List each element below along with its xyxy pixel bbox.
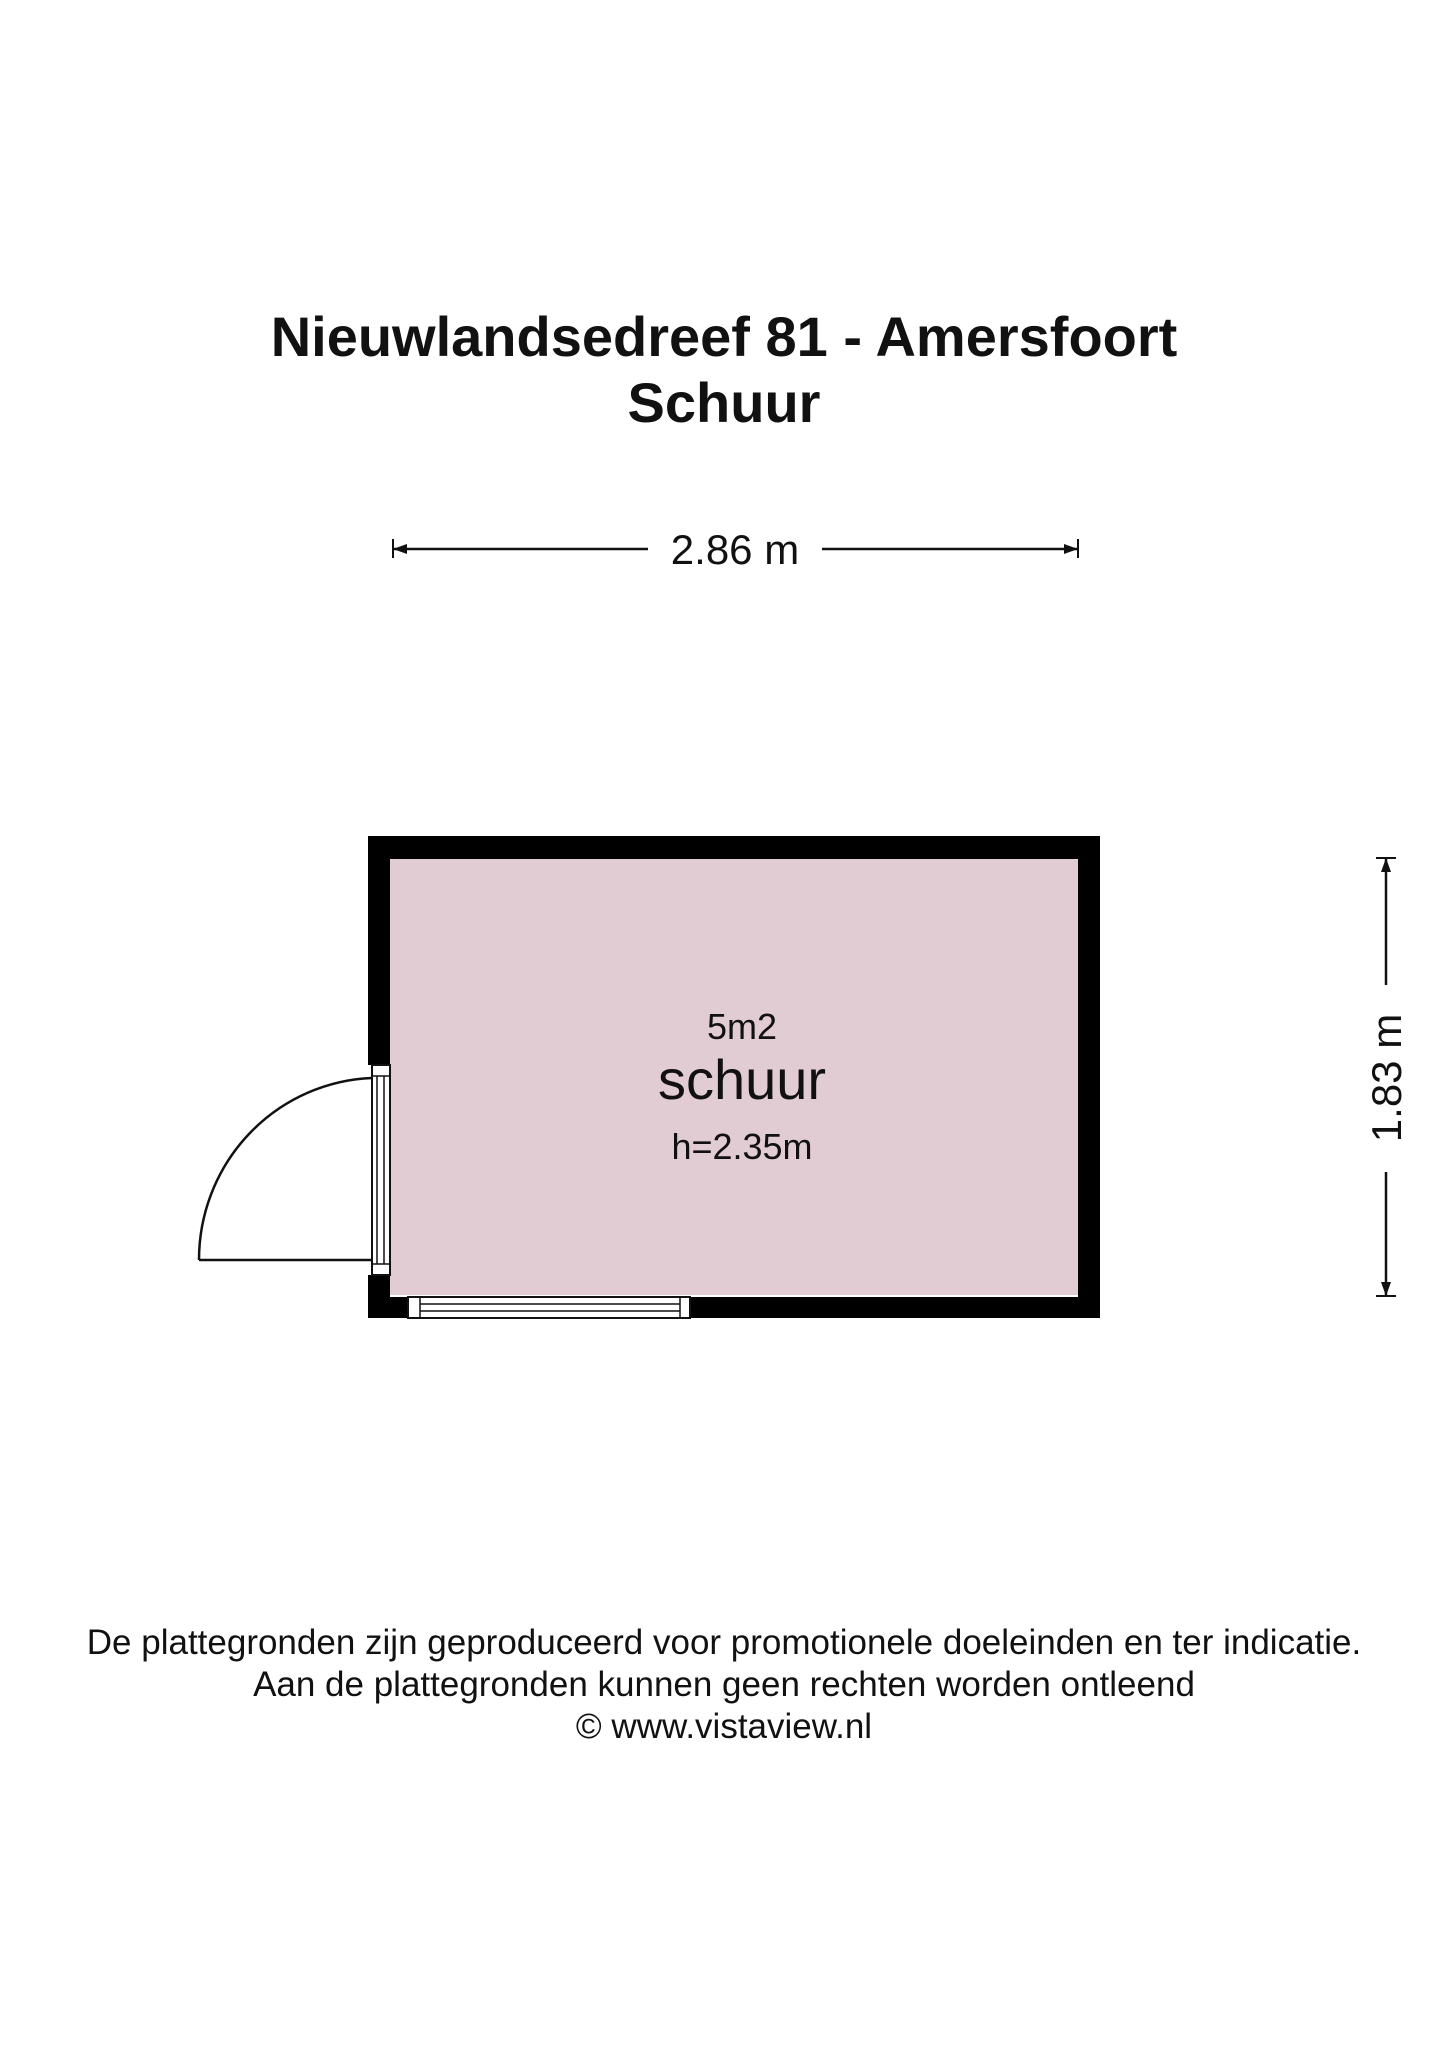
room-name-label: schuur: [657, 1048, 827, 1111]
wall-bottom-left: [368, 1297, 408, 1318]
wall-right: [1078, 836, 1100, 1318]
window: [408, 1297, 690, 1318]
copyright-line: © www.vistaview.nl: [575, 1707, 873, 1746]
width-dimension-label: 2.86 m: [670, 526, 800, 573]
room-area-label: 5m2: [706, 1006, 778, 1047]
wall-left-upper: [368, 836, 390, 1065]
disclaimer-line-1: De plattegronden zijn geproduceerd voor promotionele doeleinden en ter indicatie.: [86, 1623, 1362, 1662]
height-dimension: [1363, 858, 1410, 1296]
door: [199, 1065, 390, 1275]
window-frame: [408, 1297, 690, 1318]
width-dimension: [393, 526, 1078, 573]
page-subtitle: Schuur: [627, 371, 821, 434]
door-swing-arc: [199, 1078, 372, 1260]
wall-top: [368, 836, 1100, 859]
page-title: Nieuwlandsedreef 81 - Amersfoort: [270, 305, 1178, 368]
door-frame: [372, 1065, 390, 1275]
room-height-label: h=2.35m: [671, 1126, 813, 1167]
height-dimension-label: 1.83 m: [1363, 1013, 1410, 1143]
disclaimer-line-2: Aan de plattegronden kunnen geen rechten worden ontleend: [253, 1665, 1195, 1704]
wall-bottom-right: [690, 1297, 1100, 1318]
